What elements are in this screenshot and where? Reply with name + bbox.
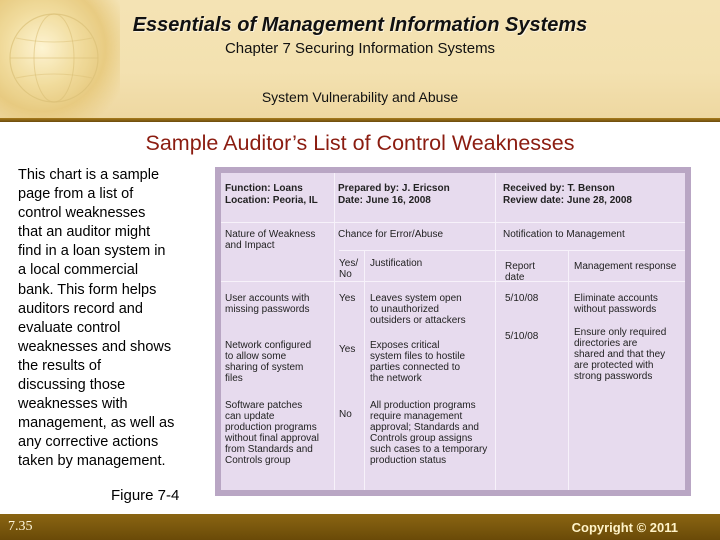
body-line: taken by management. [18,453,166,470]
row-1-yes-no: Yes [339,293,356,304]
section-title: System Vulnerability and Abuse [261,89,459,105]
subheader-management-response: Management response [574,261,677,272]
form-divider [364,250,365,490]
review-date-field: Review date: June 28, 2008 [503,195,632,206]
row-2-response: Ensure only required directories are shared and that they are protected with strong passwords [574,327,667,382]
copyright: Copyright © 2011 [571,520,678,535]
column-header-notification: Notification to Management [503,229,625,240]
column-header-chance: Chance for Error/Abuse [338,229,444,240]
body-line: the results of [18,357,102,374]
form-divider [568,250,569,490]
body-text [18,166,208,472]
chapter-title: Chapter 7 Securing Information Systems [224,40,496,57]
body-line: auditors record and [18,300,143,317]
column-header-nature: Nature of Weakness and Impact [225,229,316,251]
auditor-form-figure [215,167,691,496]
footer-band [0,514,720,540]
body-line: evaluate control [18,319,121,336]
row-3-nature: Software patches can update production programs without final approval from Standards and Controls group [225,400,319,466]
body-line: weaknesses with [18,396,128,413]
row-2-yes-no: Yes [339,344,356,355]
auditor-form [221,173,685,490]
row-3-justification: All production programs require management approval; Standards and Controls group assigns such cases to a temporary production status [370,400,488,466]
slide-number: 7.35 [8,519,33,534]
header-band [0,0,720,120]
body-line: weaknesses and shows [18,338,172,355]
row-1-justification: Leaves system open to unauthorized outsiders or attackers [370,293,466,326]
function-field: Function: Loans [225,183,303,194]
header-divider [0,118,720,122]
subheader-report-date: Report date [505,261,536,283]
row-2-justification: Exposes critical system files to hostile parties connected to the network [370,340,466,384]
body-line: that an auditor might [18,224,151,241]
subheader-justification: Justification [370,258,423,269]
form-divider [339,250,685,251]
form-divider [221,281,685,282]
body-line: management, as well as [18,415,175,432]
date-field: Date: June 16, 2008 [338,195,431,206]
body-line: This chart is a sample [18,167,160,183]
received-by-field: Received by: T. Benson [503,183,615,194]
form-divider [495,173,496,490]
body-line: any corrective actions [18,434,159,451]
course-title: Essentials of Management Information Systems [132,14,588,36]
row-1-report-date: 5/10/08 [505,293,539,304]
body-line: a local commercial [18,262,139,279]
row-2-report-date: 5/10/08 [505,331,539,342]
row-3-yes-no: No [339,409,352,420]
body-line: control weaknesses [18,205,146,222]
prepared-by-field: Prepared by: J. Ericson [338,183,450,194]
body-line: page from a list of [18,186,134,203]
slide-title: Sample Auditor’s List of Control Weaknesses [145,131,575,155]
form-divider [334,173,335,490]
row-2-nature: Network configured to allow some sharing of system files [225,340,312,384]
location-field: Location: Peoria, IL [225,195,318,206]
subheader-yes-no: Yes/ No [339,258,359,280]
form-divider [221,222,685,223]
body-line: find in a loan system in [18,243,166,260]
body-line: discussing those [18,377,126,394]
row-1-response: Eliminate accounts without passwords [574,293,658,315]
figure-label: Figure 7-4 [111,487,180,504]
row-1-nature: User accounts with missing passwords [225,293,310,315]
body-line: bank. This form helps [18,281,157,298]
